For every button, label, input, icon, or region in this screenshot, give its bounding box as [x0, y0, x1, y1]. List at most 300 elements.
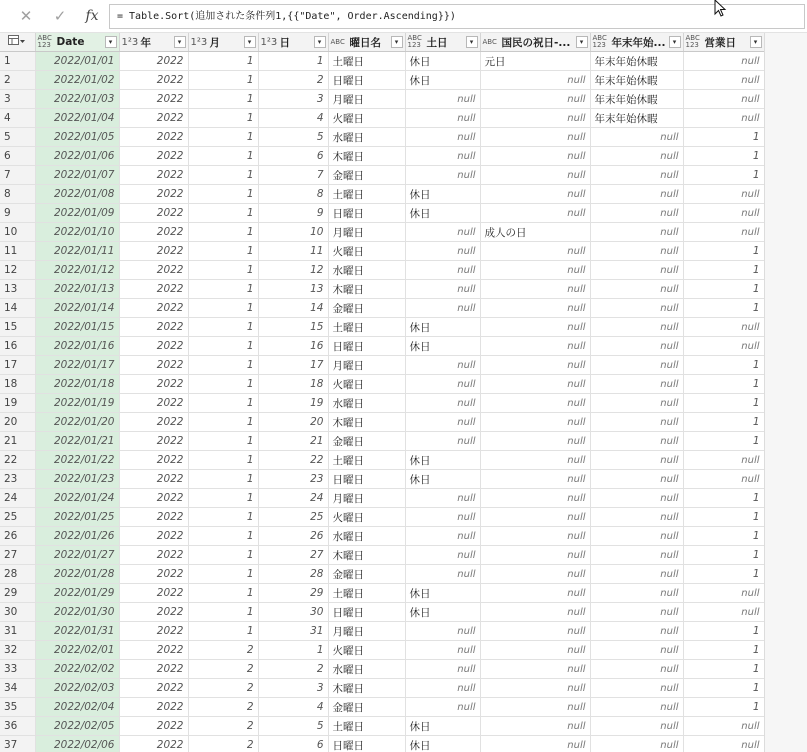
table-cell[interactable]: 10	[258, 223, 328, 242]
filter-dropdown-icon[interactable]: ▾	[750, 36, 762, 48]
table-cell[interactable]: 2022	[119, 622, 188, 641]
table-row[interactable]	[0, 356, 764, 375]
confirm-icon[interactable]: ✓	[53, 7, 67, 25]
table-cell[interactable]: 水曜日	[328, 527, 405, 546]
table-cell[interactable]: null	[683, 470, 764, 489]
table-cell[interactable]: 2022	[119, 204, 188, 223]
table-cell[interactable]: 火曜日	[328, 375, 405, 394]
table-cell[interactable]: 1	[683, 375, 764, 394]
table-cell[interactable]: 日曜日	[328, 736, 405, 752]
table-row[interactable]	[0, 147, 764, 166]
table-cell[interactable]: 1	[188, 527, 258, 546]
table-cell[interactable]: 1	[258, 52, 328, 71]
table-cell[interactable]: 3	[258, 90, 328, 109]
table-cell[interactable]: 休日	[405, 470, 480, 489]
table-cell[interactable]: null	[480, 185, 590, 204]
table-cell[interactable]: 2022	[119, 451, 188, 470]
table-cell[interactable]: null	[405, 242, 480, 261]
table-cell[interactable]: 日曜日	[328, 337, 405, 356]
table-cell[interactable]: 24	[258, 489, 328, 508]
table-cell[interactable]: 成人の日	[480, 223, 590, 242]
table-cell[interactable]: 2022/01/29	[35, 584, 119, 603]
table-cell[interactable]: 休日	[405, 185, 480, 204]
table-row[interactable]	[0, 470, 764, 489]
table-cell[interactable]: 2022	[119, 147, 188, 166]
table-cell[interactable]: 2022	[119, 584, 188, 603]
table-row[interactable]	[0, 432, 764, 451]
table-cell[interactable]: null	[405, 109, 480, 128]
column-header-5[interactable]	[405, 33, 480, 52]
table-cell[interactable]: 2022/02/05	[35, 717, 119, 736]
table-row[interactable]	[0, 546, 764, 565]
table-row[interactable]	[0, 622, 764, 641]
formula-input[interactable]: = Table.Sort(追加された条件列1,{{"Date", Order.Ascending}})	[109, 4, 805, 29]
table-cell[interactable]: 1	[683, 679, 764, 698]
table-cell[interactable]: 2022/01/30	[35, 603, 119, 622]
table-row[interactable]	[0, 185, 764, 204]
table-row[interactable]	[0, 603, 764, 622]
table-cell[interactable]: null	[405, 299, 480, 318]
table-cell[interactable]: 2022	[119, 660, 188, 679]
table-cell[interactable]: 2022/01/19	[35, 394, 119, 413]
table-cell[interactable]: 火曜日	[328, 109, 405, 128]
table-cell[interactable]: null	[480, 546, 590, 565]
table-cell[interactable]: 水曜日	[328, 128, 405, 147]
table-cell[interactable]: 8	[258, 185, 328, 204]
table-cell[interactable]: 2	[188, 736, 258, 752]
table-cell[interactable]: 2022	[119, 527, 188, 546]
table-cell[interactable]: 2022/01/14	[35, 299, 119, 318]
table-cell[interactable]: null	[683, 90, 764, 109]
table-cell[interactable]: 2022	[119, 318, 188, 337]
table-cell[interactable]: 1	[683, 527, 764, 546]
table-cell[interactable]: null	[590, 641, 683, 660]
table-cell[interactable]: null	[480, 451, 590, 470]
table-cell[interactable]: 1	[188, 356, 258, 375]
table-cell[interactable]: 21	[258, 432, 328, 451]
table-cell[interactable]: null	[590, 565, 683, 584]
filter-dropdown-icon[interactable]: ▾	[105, 36, 117, 48]
table-cell[interactable]: 日曜日	[328, 204, 405, 223]
table-cell[interactable]: 1	[683, 147, 764, 166]
table-cell[interactable]: 土曜日	[328, 318, 405, 337]
table-cell[interactable]: 1	[683, 660, 764, 679]
table-cell[interactable]: 2022/01/16	[35, 337, 119, 356]
table-cell[interactable]: null	[480, 280, 590, 299]
table-cell[interactable]: null	[590, 185, 683, 204]
table-cell[interactable]: null	[405, 147, 480, 166]
table-cell[interactable]: 11	[258, 242, 328, 261]
table-cell[interactable]: 2022	[119, 489, 188, 508]
table-cell[interactable]: 13	[258, 280, 328, 299]
table-cell[interactable]: 1	[188, 261, 258, 280]
table-cell[interactable]: null	[590, 432, 683, 451]
table-cell[interactable]: null	[480, 337, 590, 356]
table-cell[interactable]: 1	[188, 128, 258, 147]
table-cell[interactable]: 2022/02/01	[35, 641, 119, 660]
table-menu-icon[interactable]	[0, 33, 35, 52]
table-cell[interactable]: 4	[258, 698, 328, 717]
table-cell[interactable]: 2022/01/09	[35, 204, 119, 223]
table-cell[interactable]: 2022/01/22	[35, 451, 119, 470]
table-cell[interactable]: 年末年始休暇	[590, 52, 683, 71]
table-row[interactable]	[0, 52, 764, 71]
table-cell[interactable]: null	[590, 261, 683, 280]
table-cell[interactable]: 1	[188, 318, 258, 337]
table-cell[interactable]: 木曜日	[328, 413, 405, 432]
table-cell[interactable]: null	[480, 109, 590, 128]
table-cell[interactable]: null	[590, 546, 683, 565]
table-cell[interactable]: 土曜日	[328, 717, 405, 736]
table-row[interactable]	[0, 660, 764, 679]
table-cell[interactable]: 2022/02/06	[35, 736, 119, 752]
table-cell[interactable]: null	[480, 318, 590, 337]
column-header-1[interactable]	[119, 33, 188, 52]
filter-dropdown-icon[interactable]: ▾	[314, 36, 326, 48]
table-cell[interactable]: 日曜日	[328, 71, 405, 90]
table-row[interactable]	[0, 109, 764, 128]
table-cell[interactable]: null	[405, 223, 480, 242]
column-type-icon[interactable]: 1²3	[190, 36, 208, 48]
table-cell[interactable]: 2022	[119, 413, 188, 432]
table-cell[interactable]: 2022	[119, 185, 188, 204]
table-cell[interactable]: null	[683, 52, 764, 71]
column-header-0[interactable]	[35, 33, 119, 52]
column-header-7[interactable]	[590, 33, 683, 52]
table-cell[interactable]: 1	[683, 489, 764, 508]
table-cell[interactable]: null	[590, 299, 683, 318]
table-cell[interactable]: 2022	[119, 641, 188, 660]
table-row[interactable]	[0, 261, 764, 280]
table-cell[interactable]: null	[480, 413, 590, 432]
table-cell[interactable]: null	[405, 280, 480, 299]
table-cell[interactable]: null	[405, 432, 480, 451]
column-type-icon[interactable]: 1²3	[121, 36, 139, 48]
table-cell[interactable]: 金曜日	[328, 166, 405, 185]
table-cell[interactable]: null	[590, 242, 683, 261]
table-row[interactable]	[0, 451, 764, 470]
table-cell[interactable]: 2022	[119, 299, 188, 318]
filter-dropdown-icon[interactable]: ▾	[244, 36, 256, 48]
table-cell[interactable]: null	[590, 147, 683, 166]
filter-dropdown-icon[interactable]: ▾	[669, 36, 681, 48]
table-cell[interactable]: 木曜日	[328, 679, 405, 698]
table-cell[interactable]: 休日	[405, 318, 480, 337]
table-cell[interactable]: null	[405, 622, 480, 641]
table-cell[interactable]: null	[480, 717, 590, 736]
table-row[interactable]	[0, 413, 764, 432]
table-cell[interactable]: 1	[683, 565, 764, 584]
table-cell[interactable]: 18	[258, 375, 328, 394]
table-cell[interactable]: null	[405, 660, 480, 679]
table-cell[interactable]: 6	[258, 736, 328, 752]
table-cell[interactable]: 2022	[119, 698, 188, 717]
table-cell[interactable]: 水曜日	[328, 261, 405, 280]
table-cell[interactable]: null	[480, 166, 590, 185]
table-cell[interactable]: 5	[258, 128, 328, 147]
table-cell[interactable]: 2022	[119, 470, 188, 489]
table-cell[interactable]: 25	[258, 508, 328, 527]
table-cell[interactable]: null	[590, 204, 683, 223]
table-cell[interactable]: null	[405, 90, 480, 109]
table-cell[interactable]: 元日	[480, 52, 590, 71]
table-row[interactable]	[0, 71, 764, 90]
table-cell[interactable]: 2022	[119, 432, 188, 451]
table-cell[interactable]: null	[590, 489, 683, 508]
table-cell[interactable]: null	[480, 71, 590, 90]
table-cell[interactable]: 木曜日	[328, 280, 405, 299]
table-cell[interactable]: 土曜日	[328, 451, 405, 470]
table-cell[interactable]: 30	[258, 603, 328, 622]
table-cell[interactable]: null	[480, 204, 590, 223]
table-cell[interactable]: 1	[188, 565, 258, 584]
table-row[interactable]	[0, 375, 764, 394]
table-cell[interactable]: null	[683, 584, 764, 603]
table-cell[interactable]: 7	[258, 166, 328, 185]
table-cell[interactable]: 29	[258, 584, 328, 603]
table-cell[interactable]: null	[480, 584, 590, 603]
table-cell[interactable]: 1	[188, 546, 258, 565]
table-cell[interactable]: null	[590, 356, 683, 375]
column-header-3[interactable]	[258, 33, 328, 52]
table-row[interactable]	[0, 489, 764, 508]
table-cell[interactable]: 2022	[119, 261, 188, 280]
table-cell[interactable]: null	[405, 565, 480, 584]
table-cell[interactable]: null	[590, 736, 683, 752]
table-cell[interactable]: 1	[683, 261, 764, 280]
table-cell[interactable]: 1	[683, 299, 764, 318]
table-cell[interactable]: 9	[258, 204, 328, 223]
table-cell[interactable]: 2022/02/03	[35, 679, 119, 698]
table-cell[interactable]: 1	[188, 451, 258, 470]
table-cell[interactable]: 2022/01/25	[35, 508, 119, 527]
table-cell[interactable]: 1	[683, 546, 764, 565]
filter-dropdown-icon[interactable]: ▾	[466, 36, 478, 48]
table-cell[interactable]: 1	[188, 508, 258, 527]
table-cell[interactable]: 2	[188, 679, 258, 698]
table-cell[interactable]: 1	[188, 166, 258, 185]
table-cell[interactable]: 休日	[405, 71, 480, 90]
table-cell[interactable]: 2022	[119, 223, 188, 242]
table-cell[interactable]: 2022/01/13	[35, 280, 119, 299]
table-row[interactable]	[0, 508, 764, 527]
table-cell[interactable]: null	[683, 318, 764, 337]
table-cell[interactable]: 休日	[405, 337, 480, 356]
table-cell[interactable]: 2022/02/04	[35, 698, 119, 717]
filter-dropdown-icon[interactable]: ▾	[391, 36, 403, 48]
table-cell[interactable]: 2022	[119, 565, 188, 584]
column-header-4[interactable]	[328, 33, 405, 52]
table-cell[interactable]: 1	[188, 622, 258, 641]
table-row[interactable]	[0, 584, 764, 603]
table-cell[interactable]: 2	[188, 717, 258, 736]
table-row[interactable]	[0, 299, 764, 318]
table-cell[interactable]: 2022/01/03	[35, 90, 119, 109]
table-row[interactable]	[0, 128, 764, 147]
table-cell[interactable]: null	[590, 166, 683, 185]
table-cell[interactable]: 1	[188, 185, 258, 204]
table-cell[interactable]: null	[590, 698, 683, 717]
table-cell[interactable]: null	[683, 736, 764, 752]
table-cell[interactable]: 年末年始休暇	[590, 90, 683, 109]
table-cell[interactable]: null	[480, 603, 590, 622]
table-cell[interactable]: null	[590, 717, 683, 736]
fx-icon[interactable]: fx	[85, 8, 99, 24]
table-cell[interactable]: 2022/01/05	[35, 128, 119, 147]
table-cell[interactable]: null	[480, 432, 590, 451]
table-cell[interactable]: 1	[188, 280, 258, 299]
table-cell[interactable]: 2022	[119, 603, 188, 622]
table-cell[interactable]: null	[590, 603, 683, 622]
table-cell[interactable]: 2022	[119, 508, 188, 527]
filter-dropdown-icon[interactable]: ▾	[576, 36, 588, 48]
table-cell[interactable]: 1	[188, 109, 258, 128]
table-cell[interactable]: null	[590, 223, 683, 242]
table-cell[interactable]: null	[480, 128, 590, 147]
table-cell[interactable]: null	[590, 375, 683, 394]
table-cell[interactable]: null	[405, 679, 480, 698]
table-cell[interactable]: null	[590, 337, 683, 356]
table-cell[interactable]: 2022	[119, 71, 188, 90]
vertical-scrollbar-area[interactable]	[764, 33, 807, 752]
table-cell[interactable]: 休日	[405, 603, 480, 622]
table-cell[interactable]: 1	[258, 641, 328, 660]
table-cell[interactable]: 日曜日	[328, 603, 405, 622]
table-cell[interactable]: null	[590, 508, 683, 527]
table-cell[interactable]: null	[480, 736, 590, 752]
table-cell[interactable]: 2022/01/31	[35, 622, 119, 641]
table-cell[interactable]: 2022/01/27	[35, 546, 119, 565]
table-cell[interactable]: null	[683, 337, 764, 356]
table-cell[interactable]: 2022	[119, 280, 188, 299]
table-cell[interactable]: null	[480, 508, 590, 527]
table-cell[interactable]: 水曜日	[328, 660, 405, 679]
table-cell[interactable]: 2022/01/02	[35, 71, 119, 90]
table-cell[interactable]: 1	[188, 413, 258, 432]
table-cell[interactable]: null	[405, 166, 480, 185]
table-cell[interactable]: 1	[188, 394, 258, 413]
table-cell[interactable]: null	[405, 394, 480, 413]
table-cell[interactable]: null	[405, 508, 480, 527]
table-cell[interactable]: null	[683, 717, 764, 736]
table-cell[interactable]: null	[480, 527, 590, 546]
table-cell[interactable]: 2022	[119, 394, 188, 413]
table-cell[interactable]: 16	[258, 337, 328, 356]
table-cell[interactable]: null	[683, 603, 764, 622]
table-cell[interactable]: null	[405, 698, 480, 717]
table-cell[interactable]: null	[683, 204, 764, 223]
table-cell[interactable]: null	[683, 223, 764, 242]
table-cell[interactable]: 1	[188, 147, 258, 166]
table-cell[interactable]: null	[683, 451, 764, 470]
table-cell[interactable]: 月曜日	[328, 90, 405, 109]
table-row[interactable]	[0, 698, 764, 717]
table-cell[interactable]: 2	[188, 698, 258, 717]
table-cell[interactable]: 2022	[119, 166, 188, 185]
table-cell[interactable]: 水曜日	[328, 394, 405, 413]
table-cell[interactable]: 5	[258, 717, 328, 736]
table-cell[interactable]: 2022/01/07	[35, 166, 119, 185]
table-cell[interactable]: 2022	[119, 679, 188, 698]
table-cell[interactable]: 2022	[119, 109, 188, 128]
table-cell[interactable]: 2022/01/21	[35, 432, 119, 451]
table-cell[interactable]: 2022/01/12	[35, 261, 119, 280]
column-type-icon[interactable]: 1²3	[260, 36, 278, 48]
table-row[interactable]	[0, 280, 764, 299]
table-cell[interactable]: null	[590, 280, 683, 299]
table-cell[interactable]: 休日	[405, 451, 480, 470]
table-cell[interactable]: 1	[188, 489, 258, 508]
table-cell[interactable]: 2	[188, 641, 258, 660]
table-cell[interactable]: null	[480, 470, 590, 489]
table-cell[interactable]: 1	[188, 52, 258, 71]
table-cell[interactable]: 月曜日	[328, 622, 405, 641]
table-cell[interactable]: 26	[258, 527, 328, 546]
table-cell[interactable]: null	[590, 660, 683, 679]
table-cell[interactable]: 2022/01/01	[35, 52, 119, 71]
table-cell[interactable]: 休日	[405, 736, 480, 752]
table-cell[interactable]: null	[480, 565, 590, 584]
column-type-icon[interactable]: ABC 123	[592, 34, 607, 49]
table-cell[interactable]: 14	[258, 299, 328, 318]
column-type-icon[interactable]: ABC 123	[37, 34, 52, 49]
column-type-icon[interactable]: ABC 123	[685, 34, 700, 49]
table-cell[interactable]: 15	[258, 318, 328, 337]
table-cell[interactable]: null	[405, 413, 480, 432]
table-cell[interactable]: 1	[683, 698, 764, 717]
table-cell[interactable]: 1	[683, 280, 764, 299]
table-row[interactable]	[0, 204, 764, 223]
table-cell[interactable]: null	[405, 356, 480, 375]
table-cell[interactable]: 2022/01/10	[35, 223, 119, 242]
table-cell[interactable]: 年末年始休暇	[590, 71, 683, 90]
table-cell[interactable]: 22	[258, 451, 328, 470]
table-cell[interactable]: null	[590, 584, 683, 603]
table-row[interactable]	[0, 679, 764, 698]
column-header-6[interactable]	[480, 33, 590, 52]
table-cell[interactable]: 休日	[405, 584, 480, 603]
table-cell[interactable]: null	[480, 375, 590, 394]
table-cell[interactable]: 2022	[119, 375, 188, 394]
filter-dropdown-icon[interactable]: ▾	[174, 36, 186, 48]
table-cell[interactable]: 1	[683, 508, 764, 527]
table-cell[interactable]: 金曜日	[328, 698, 405, 717]
table-cell[interactable]: 1	[188, 584, 258, 603]
table-cell[interactable]: null	[480, 242, 590, 261]
table-cell[interactable]: 休日	[405, 52, 480, 71]
table-cell[interactable]: 1	[188, 337, 258, 356]
table-cell[interactable]: null	[480, 698, 590, 717]
table-cell[interactable]: 1	[188, 204, 258, 223]
table-cell[interactable]: 2022	[119, 52, 188, 71]
table-cell[interactable]: 1	[188, 603, 258, 622]
table-cell[interactable]: 2022	[119, 717, 188, 736]
table-cell[interactable]: 20	[258, 413, 328, 432]
table-cell[interactable]: null	[590, 470, 683, 489]
table-cell[interactable]: 27	[258, 546, 328, 565]
table-cell[interactable]: 17	[258, 356, 328, 375]
table-cell[interactable]: null	[480, 261, 590, 280]
table-row[interactable]	[0, 90, 764, 109]
table-cell[interactable]: 火曜日	[328, 508, 405, 527]
table-cell[interactable]: 2022/01/20	[35, 413, 119, 432]
table-cell[interactable]: 月曜日	[328, 489, 405, 508]
table-cell[interactable]: 2022/01/11	[35, 242, 119, 261]
table-cell[interactable]: 2022/01/24	[35, 489, 119, 508]
table-cell[interactable]: 木曜日	[328, 147, 405, 166]
table-row[interactable]	[0, 394, 764, 413]
table-cell[interactable]: 金曜日	[328, 565, 405, 584]
